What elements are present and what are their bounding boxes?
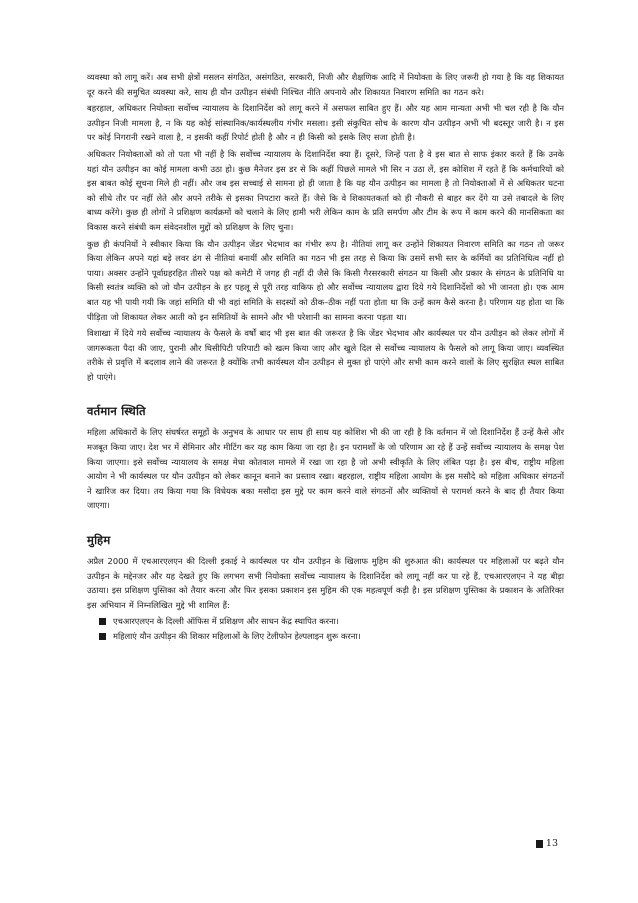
section-heading-campaign: मुहिम [87,533,111,548]
paragraph: कुछ ही कंपनियों ने स्वीकार किया कि यौन उत्पीड़न जेंडर भेदभाव का गंभीर रूप है। नीतियां लागू कर उन्होंने शिकायत निवारण समिति का गठन तो जरूर किया लेकिन अपने यहां बड़े लवर ढंग से नीतियां बनायीं और समिति का गठन भी इस तरह से किया कि उसमें सभी स्तर के कर्मियों का प्रतिनिधित्व नहीं हो पाया। अक्सर उन्होंने पूर्वाग्रहरहित तीसरे पक्ष को कमेटी में जगह ही नहीं दी जैसे कि किसी गैरसरकारी संगठन या किसी और प्रकार के संगठन के प्रतिनिधि या किसी स्वतंत्र व्यक्ति को जो यौन उत्पीड़न के हर पहलू से पूरी तरह वाकिफ हो और सर्वोच्च न्यायालय द्वारा दिये गये दिशानिर्देशों को भी जानता हो। एक आम बात यह भी पायी गयी कि जहां समिति थी भी वहां समिति के सदस्यों को ठीक–ठीक नहीं पता होता था कि उन्हें काम कैसे करना है। परिणाम यह होता था कि पीड़िता जो शिकायत लेकर आती को इन समितियों के सामने और भी परेशानी का सामना करना पड़ता था। [87,238,564,322]
list-item-text: महिलाएं यौन उत्पीड़न की शिकार महिलाओं के लिए टेलीफोन हेल्पलाइन शुरू करना। [113,631,361,642]
square-bullet-icon [99,618,106,625]
square-bullet-icon [99,633,106,640]
paragraph: महिला अधिकारों के लिए संघर्षरत समूहों के अनुभव के आधार पर साथ ही साथ यह कोशिश भी की जा रही है कि वर्तमान में जो दिशानिर्देश हैं उन्हें कैसे और मजबूत किया जाए। देश भर में सेमिनार और मीटिंग कर यह काम किया जा रहा है। इन परामर्शों के जो परिणाम आ रहे हैं उन्हें सर्वोच्च न्यायालय के समक्ष पेश किया जाएगा। इसे सर्वोच्च न्यायालय के समक्ष मेधा कोतवाल मामले में रखा जा रहा है जो अभी स्वीकृति के लिए लंबित पड़ा है। इस बीच, राष्ट्रीय महिला आयोग ने भी कार्यस्थल पर यौन उत्पीड़न को लेकर कानून बनाने का प्रस्ताव रखा। बहरहाल, राष्ट्रीय महिला आयोग के इस मसौदे को महिला अधिकार संगठनों ने खारिज कर दिया। तय किया गया कि विधेयक बका मसौदा इस मुद्दे पर काम करने वाले संगठनों और व्यक्तियों से परामर्श करने के बाद ही तैयार किया जाएगा। [87,427,564,511]
list-item [99,614,564,629]
section-heading-current-status: वर्तमान स्थिति [87,404,146,419]
bullet-list [87,614,564,644]
list-item [99,629,564,644]
page-number [536,838,558,849]
paragraph: बहरहाल, अधिकतर नियोक्ता सर्वोच्च न्यायालय के दिशानिर्देश को लागू करने में असफल साबित हुए हैं। और यह आम मान्यता अभी भी चल रही है कि यौन उत्पीड़न निजी मामला है, न कि यह कोई सांस्थानिक/कार्यस्थलीय गंभीर मसला। इसी संकुचित सोच के कारण यौन उत्पीड़न अभी भी बदस्तूर जारी है। न इस पर कोई निगरानी रखने वाला है, न इसकी कहीं रिपोर्ट होती है और न ही किसी को इसके लिए सजा होती है। [87,103,564,143]
page-number-text: 13 [545,838,558,849]
list-item-text: एचआरएलएन के दिल्ली ऑफिस में प्रशिक्षण और साधन केंद्र स्थापित करना। [113,616,339,627]
square-marker-icon [536,840,543,848]
paragraph: व्यवस्था को लागू करें। अब सभी क्षेत्रों मसलन संगठित, असंगठित, सरकारी, निजी और शैक्षणिक आदि में नियोक्ता के लिए जरूरी हो गया है कि वह शिकायत दूर करने की समुचित व्यवस्था करे, साथ ही यौन उत्पीड़न संबंधी निश्चित नीति अपनाये और शिकायत निवारण समिति का गठन करे। [87,72,564,97]
paragraph: अधिकतर नियोक्ताओं को तो पता भी नहीं है कि सर्वोच्च न्यायालय के दिशानिर्देश क्या हैं। दूसरे, जिन्हें पता है वे इस बात से साफ इंकार करते हैं कि उनके यहां यौन उत्पीड़न का कोई मामला कभी उठा हो। कुछ मैनेजर इस डर से कि कहीं पिछले मामले भी सिर न उठा लें, इस कोशिश में रहते हैं कि कर्मचारियों को इस बाबत कोई सूचना मिले ही नहीं। और जब इस सच्चाई से सामना हो ही जाता है कि यह यौन उत्पीड़न का मामला है तो नियोक्ताओं में से अधिकतर घटना को सीधे तौर पर नहीं लेते और अपने तरीके से इसका निपटारा करते हैं। जैसे कि वे शिकायतकर्ता को ही नौकरी से बाहर कर देंगे या उसे तबादले के लिए बाध्य करेंगे। कुछ ही लोगों ने प्रशिक्षण कार्यक्रमों को चलाने के लिए हामी भरी लेकिन काम के प्रति समर्पण और टीम के रूप में काम करने की मानसिकता का विकास करने संबंधी कम संवेदनशील मुद्दों को प्रशिक्षण के लिए चुना। [87,148,564,232]
paragraph: अप्रैल 2000 में एचआरएलएन की दिल्ली इकाई ने कार्यस्थल पर यौन उत्पीड़न के खिलाफ मुहिम की शुरुआत की। कार्यस्थल पर महिलाओं पर बढ़ते यौन उत्पीड़न के मद्देनजर और यह देखते हुए कि लगभग सभी नियोक्ता सर्वोच्च न्यायालय के दिशानिर्देश को लागू नहीं कर पा रहे हैं, एचआरएलएन ने यह बीड़ा उठाया। इस प्रशिक्षण पुस्तिका को तैयार करना और फिर इसका प्रकाशन इस मुहिम की एक महत्वपूर्ण कड़ी है। इस प्रशिक्षण पुस्तिका के प्रकाशन के अतिरिक्त इस अभियान में निम्नलिखित मुद्दे भी शामिल हैं: [87,556,564,610]
paragraph: विशाखा में दिये गये सर्वोच्च न्यायालय के फैसले के वर्षों बाद भी इस बात की जरूरत है कि जेंडर भेदभाव और कार्यस्थल पर यौन उत्पीड़न को लेकर लोगों में जागरूकता पैदा की जाए, पुरानी और घिसीपिटी परिपाटी को खत्म किया जाए और खुले दिल से सर्वोच्च न्यायालय के फैसले को लागू किया जाए। व्यवस्थित तरीके से प्रवृत्ति में बदलाव लाने की जरूरत है क्योंकि तभी कार्यस्थल यौन उत्पीड़न से मुक्त हो पाएंगे और सभी काम करने वालों के लिए सुरक्षित स्थल साबित हो पाएंगे। [87,328,564,382]
